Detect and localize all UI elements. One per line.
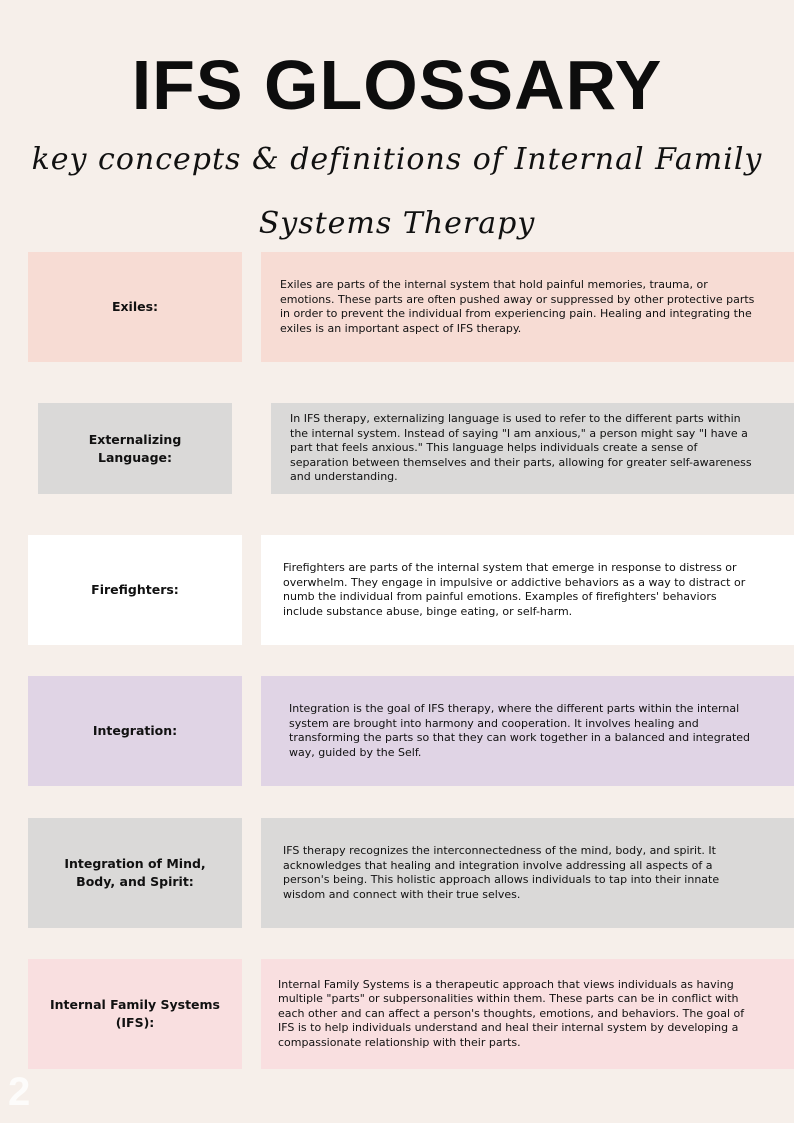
term-exiles: Exiles: bbox=[28, 252, 242, 362]
definition-integration-mind-body-spirit: IFS therapy recognizes the interconnectedness of the mind, body, and spirit. It acknowledges that healing and integration involve addressing all aspects of a person's being. This holistic approach allows individuals to tap into their innate wisdom and connect with their true selves. bbox=[261, 818, 794, 928]
term-internal-family-systems: Internal Family Systems (IFS): bbox=[28, 959, 242, 1069]
page-title: IFS GLOSSARY bbox=[131, 46, 663, 124]
definition-internal-family-systems: Internal Family Systems is a therapeutic approach that views individuals as having multiple "parts" or subpersonalities within them. These parts can be in conflict with each other and can affect a person's thoughts, emotions, and behaviors. The goal of IFS is to help individuals understand and heal their internal system by developing a compassionate relationship with their parts. bbox=[261, 959, 794, 1069]
page-number: 2 bbox=[8, 1070, 31, 1114]
definition-externalizing-language: In IFS therapy, externalizing language is used to refer to the different parts within the internal system. Instead of saying "I am anxious," a person might say "I have a part that feels anxious." This language helps individuals create a sense of separation between themselves and their parts, allowing for greater self-awareness and understanding. bbox=[271, 403, 794, 494]
term-externalizing-language: Externalizing Language: bbox=[38, 403, 232, 494]
term-firefighters: Firefighters: bbox=[28, 535, 242, 645]
definition-firefighters: Firefighters are parts of the internal system that emerge in response to distress or overwhelm. They engage in impulsive or addictive behaviors as a way to distract or numb the individual from painful emotions. Examples of firefighters' behaviors include substance abuse, binge eating, or self-harm. bbox=[261, 535, 794, 645]
term-integration: Integration: bbox=[28, 676, 242, 786]
definition-integration: Integration is the goal of IFS therapy, where the different parts within the internal system are brought into harmony and cooperation. It involves healing and transforming the parts so that they can work together in a balanced and integrated way, guided by the Self. bbox=[261, 676, 794, 786]
definition-exiles: Exiles are parts of the internal system that hold painful memories, trauma, or emotions. These parts are often pushed away or suppressed by other protective parts in order to prevent the individual from experiencing pain. Healing and integrating the exiles is an important aspect of IFS therapy. bbox=[261, 252, 794, 362]
term-integration-mind-body-spirit: Integration of Mind, Body, and Spirit: bbox=[28, 818, 242, 928]
page-subtitle: key concepts & definitions of Internal Family Systems Therapy bbox=[31, 142, 763, 241]
